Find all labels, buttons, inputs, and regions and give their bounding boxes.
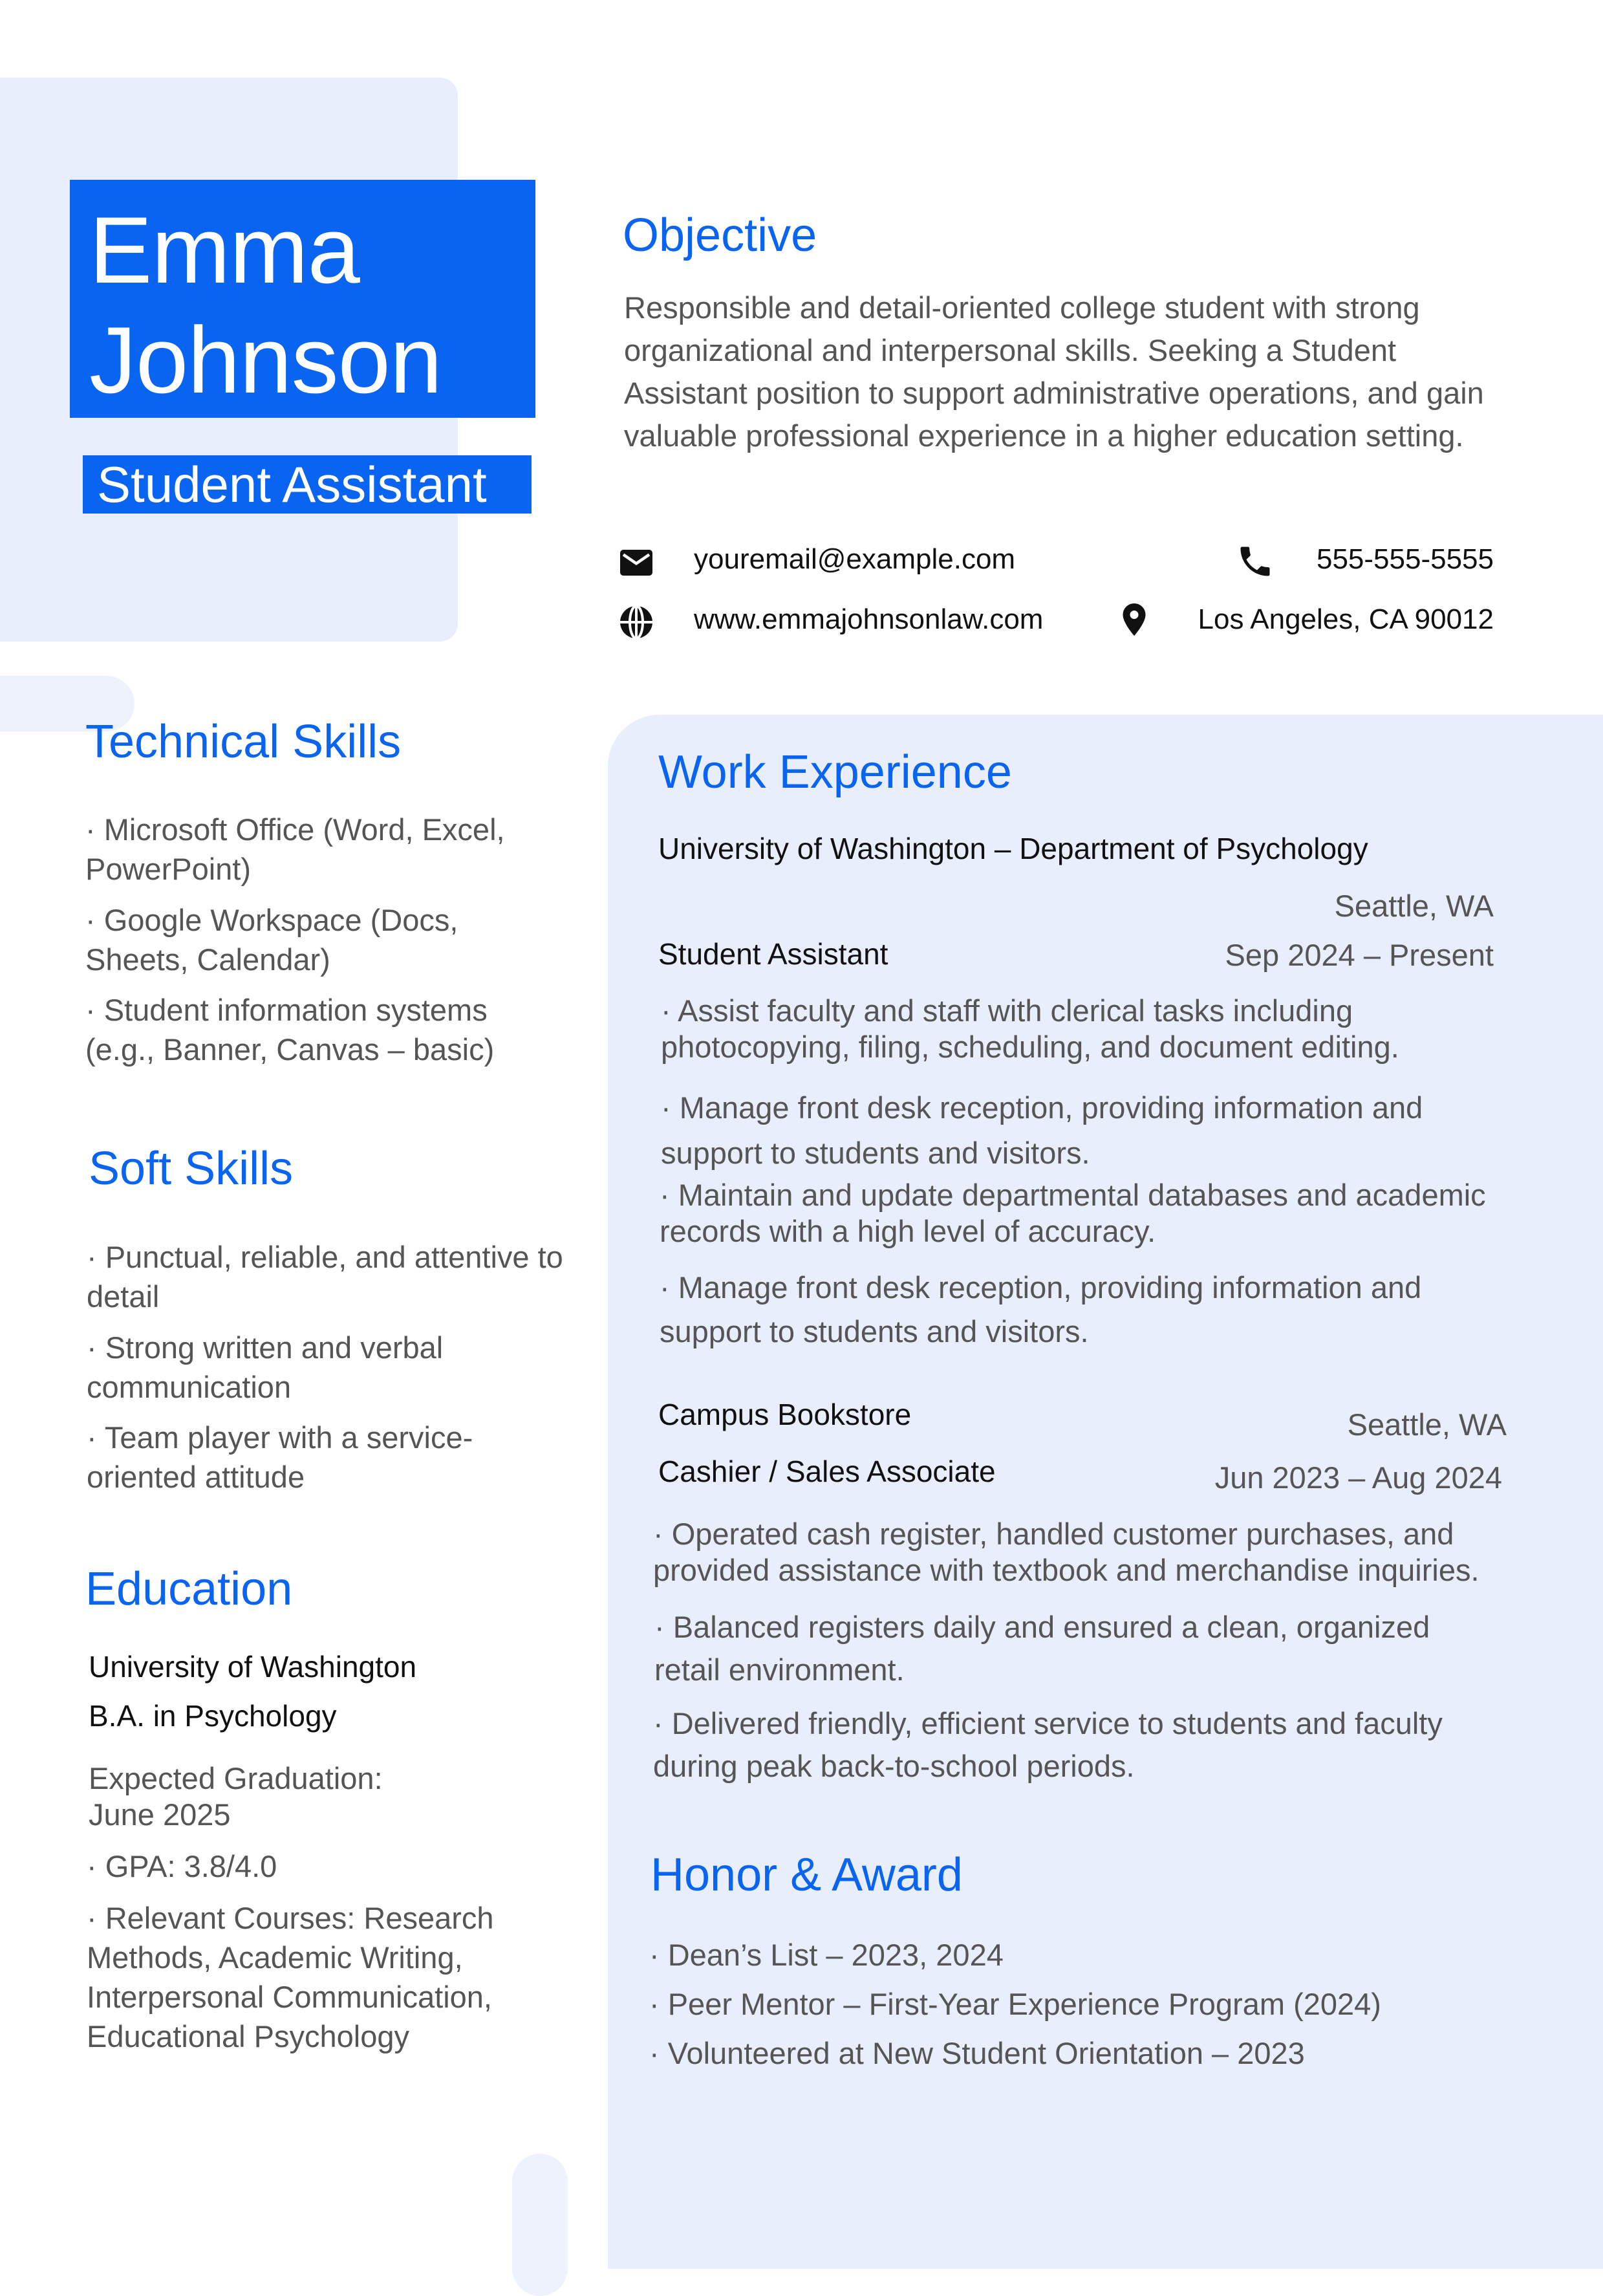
job-bullet: · Operated cash register, handled customer purchases, and provided assistance with textbook and merchandise inquiries. [653,1517,1479,1587]
job-bullet: · Maintain and update departmental databases and academic records with a high level of accuracy. [660,1178,1486,1248]
honor-item: · Peer Mentor – First-Year Experience Program (2024) [649,1987,1381,2021]
objective-text: Responsible and detail-oriented college student with strong organizational and interpersonal skills. Seeking a Student Assistant position to support administrative operations, and gain valuable professional experience in a higher education setting. [624,290,1484,453]
job-location: Seattle, WA [1334,889,1494,923]
globe-icon [617,603,656,642]
education-gpa: · GPA: 3.8/4.0 [87,1849,277,1883]
job-role: Cashier / Sales Associate [658,1455,996,1488]
job-bullet: · Manage front desk reception, providing information and support to students and visitors. [661,1090,1423,1170]
honors-heading: Honor & Award [651,1849,963,1901]
job-role: Student Assistant [658,937,888,971]
objective-heading: Objective [623,210,817,261]
education-heading: Education [85,1563,293,1615]
first-name: Emma [89,197,360,303]
job-bullet: · Delivered friendly, efficient service to students and faculty during peak back-to-school periods. [653,1706,1443,1783]
education-graduation: Expected Graduation: June 2025 [89,1761,383,1832]
job-bullet: · Manage front desk reception, providing information and support to students and visitors. [660,1270,1422,1348]
technical-skill-item: · Google Workspace (Docs, Sheets, Calendar) [85,903,458,977]
technical-skill-item: · Student information systems (e.g., Banner, Canvas – basic) [85,993,495,1067]
technical-skill-item: · Microsoft Office (Word, Excel, PowerPoint) [85,812,505,886]
website-text[interactable]: www.emmajohnsonlaw.com [694,603,1044,635]
education-school: University of Washington [89,1650,417,1684]
education-courses: · Relevant Courses: Research Methods, Academic Writing, Interpersonal Communication, Educational Psychology [87,1901,494,2053]
location-text: Los Angeles, CA 90012 [1198,603,1494,635]
technical-skills-heading: Technical Skills [85,716,402,768]
honor-item: · Volunteered at New Student Orientation – 2023 [649,2036,1305,2070]
job-location: Seattle, WA [1347,1407,1507,1442]
soft-skill-item: · Team player with a service-oriented attitude [87,1420,473,1494]
full-name [89,195,529,415]
soft-skill-item: · Punctual, reliable, and attentive to detail [87,1240,563,1314]
job-organization: University of Washington – Department of Psychology [658,832,1368,865]
job-title: Student Assistant [97,456,487,513]
honor-item: · Dean’s List – 2023, 2024 [649,1938,1004,1972]
soft-skills-heading: Soft Skills [89,1143,294,1195]
job-bullet: · Assist faculty and staff with clerical tasks including photocopying, filing, scheduling, and document editing. [661,993,1399,1064]
education-degree: B.A. in Psychology [89,1699,337,1733]
job-organization: Campus Bookstore [658,1398,912,1431]
last-name: Johnson [89,307,442,413]
job-bullet: · Balanced registers daily and ensured a clean, organized retail environment. [654,1610,1430,1687]
phone-text[interactable]: 555-555-5555 [1316,543,1494,575]
location-pin-icon [1115,600,1154,639]
work-experience-heading: Work Experience [658,746,1012,798]
soft-skill-item: · Strong written and verbal communication [87,1330,444,1404]
job-dates: Sep 2024 – Present [1225,938,1494,972]
decorative-pill [512,2154,568,2296]
email-text[interactable]: youremail@example.com [694,543,1016,575]
job-dates: Jun 2023 – Aug 2024 [1214,1460,1502,1495]
email-icon [617,543,656,582]
